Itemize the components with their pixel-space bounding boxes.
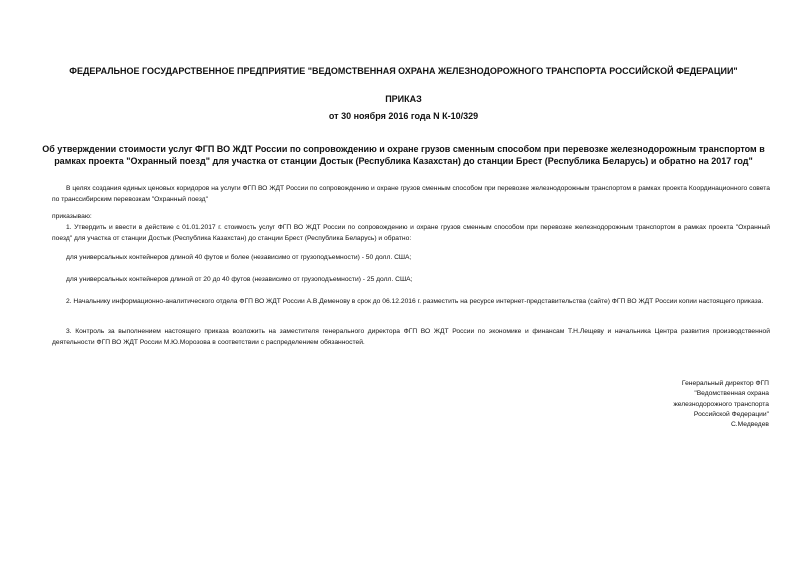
signature-line-org-1: "Ведомственная охрана (694, 390, 769, 398)
item-1-b-paragraph: для универсальных контейнеров длиной от 20 до 40 футов (независимо от грузоподъемности) - 25 долл. США; (66, 276, 413, 283)
signature-line-position: Генеральный директор ФГП (681, 380, 769, 387)
order-word: приказываю: (52, 213, 92, 220)
item-1-a-paragraph: для универсальных контейнеров длиной 40 футов и более (независимо от грузоподъемности) - 50 долл. США; (66, 254, 412, 261)
item-3-paragraph: 3. Контроль за выполнением настоящего приказа возложить на заместителя генерального директора ФГП ВО ЖДТ России по экономике и финансам Т.Н.Лещеву и начальника Центра развития производственной деятельности ФГП ВО ЖДТ России М.Ю.Морозова в соответствии с распределением обязанностей. (52, 328, 770, 346)
signature-name: С.Медведев (730, 421, 769, 429)
document-title: Об утверждении стоимости услуг ФГП ВО ЖДТ России по сопровождению и охране грузов сменным способом при перевозке железнодорожным транспортом в рамках проекта "Охранный поезд" для участка от станции Достык (Республика Казахстан) до станции Брест (Республика Беларусь) и обратно на 2017 год" (42, 144, 765, 166)
preamble-paragraph: В целях создания единых ценовых коридоров на услуги ФГП ВО ЖДТ России по сопровождению и охране грузов сменным способом при перевозке железнодорожным транспортом в рамках проекта Координационного совета по транссибирским перевозкам "Охранный поезд" (52, 185, 770, 203)
signature-line-org-3: Российской Федерации" (693, 410, 769, 418)
signature-line-org-2: железнодорожного транспорта (673, 400, 769, 408)
document-type: ПРИКАЗ (385, 94, 422, 104)
organization-name: ФЕДЕРАЛЬНОЕ ГОСУДАРСТВЕННОЕ ПРЕДПРИЯТИЕ "ВЕДОМСТВЕННАЯ ОХРАНА ЖЕЛЕЗНОДОРОЖНОГО ТРАНСПОРТА РОССИЙСКОЙ ФЕДЕРАЦИИ" (69, 66, 738, 76)
item-2-paragraph: 2. Начальнику информационно-аналитического отдела ФГП ВО ЖДТ России А.В.Деменову в срок до 06.12.2016 г. разместить на ресурсе интернет-представительства (сайте) ФГП ВО ЖДТ России копии настоящего приказа. (66, 298, 764, 305)
item-1-paragraph: 1. Утвердить и ввести в действие с 01.01.2017 г. стоимость услуг ФГП ВО ЖДТ России по сопровождению и охране грузов сменным способом при перевозке железнодорожным транспортом в рамках проекта "Охранный поезд" для участка от станции Достык (Республика Казахстан) до станции Брест (Республика Беларусь) и обратно: (52, 224, 770, 242)
signature-block (569, 379, 769, 430)
document-date-number: от 30 ноября 2016 года N К-10/329 (328, 111, 479, 121)
